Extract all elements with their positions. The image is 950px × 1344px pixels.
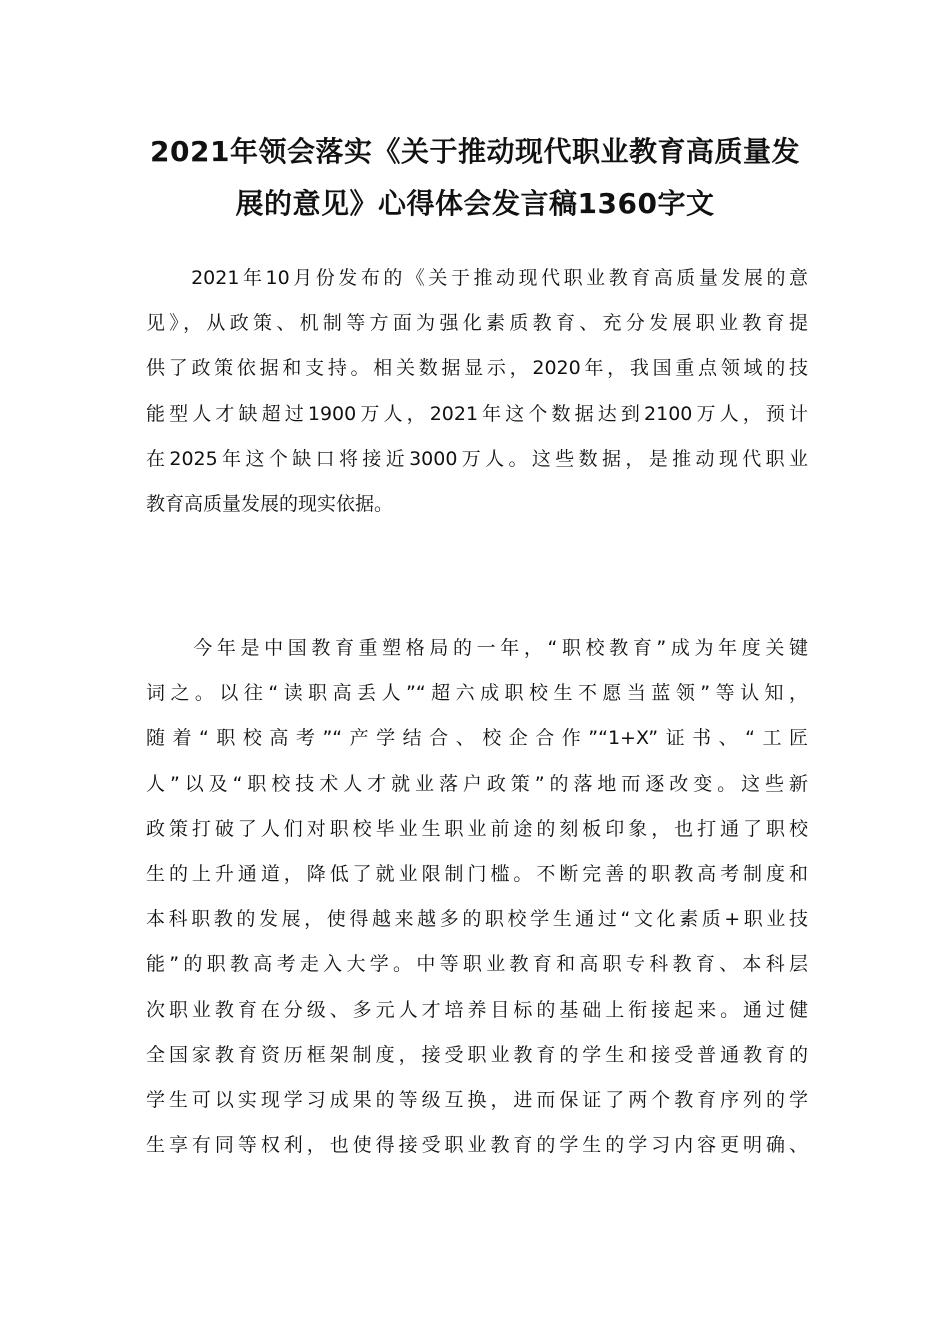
paragraph-line: 今年是中国教育重塑格局的一年，“职校教育”成为年度关键 [146, 637, 808, 659]
paragraph-line: 教育高质量发展的现实依据。 [146, 493, 394, 516]
paragraph-line: 在2025年这个缺口将接近3000万人。这些数据，是推动现代职业 [146, 447, 808, 470]
paragraph-line: 学生可以实现学习成果的等级互换，进而保证了两个教育序列的学 [146, 1089, 808, 1112]
title-line: 2021年领会落实《关于推动现代职业教育高质量发 [150, 135, 800, 168]
paragraph-line: 生享有同等权利，也使得接受职业教育的学生的学习内容更明确、 [146, 1134, 808, 1157]
paragraph-line: 随着“职校高考”“产学结合、校企合作”“1+X”证书、“工匠 [146, 727, 808, 750]
paragraph-line: 2021年10月份发布的《关于推动现代职业教育高质量发展的意 [146, 267, 808, 289]
paragraph-line: 能”的职教高考走入大学。中等职业教育和高职专科教育、本科层 [146, 953, 808, 976]
paragraph-line: 供了政策依据和支持。相关数据显示，2020年，我国重点领域的技 [146, 357, 808, 380]
paragraph-line: 人”以及“职校技术人才就业落户政策”的落地而逐改变。这些新 [146, 772, 808, 795]
paragraph-line: 词之。以往“读职高丢人”“超六成职校生不愿当蓝领”等认知， [146, 682, 808, 705]
document-title [130, 126, 820, 230]
body-paragraph [146, 626, 808, 1168]
paragraph-line: 能型人才缺超过1900万人，2021年这个数据达到2100万人，预计 [146, 402, 808, 425]
paragraph-line: 本科职教的发展，使得越来越多的职校学生通过“文化素质+职业技 [146, 908, 808, 931]
paragraph-line: 政策打破了人们对职校毕业生职业前途的刻板印象，也打通了职校 [146, 817, 808, 840]
paragraph-line: 全国家教育资历框架制度，接受职业教育的学生和接受普通教育的 [146, 1043, 808, 1066]
paragraph-line: 见》，从政策、机制等方面为强化素质教育、充分发展职业教育提 [146, 312, 808, 335]
paragraph-line: 生的上升通道，降低了就业限制门槛。不断完善的职教高考制度和 [146, 863, 808, 886]
body-paragraph [146, 256, 808, 527]
title-line: 展的意见》心得体会发言稿1360字文 [235, 187, 715, 220]
paragraph-line: 次职业教育在分级、多元人才培养目标的基础上衔接起来。通过健 [146, 998, 808, 1021]
